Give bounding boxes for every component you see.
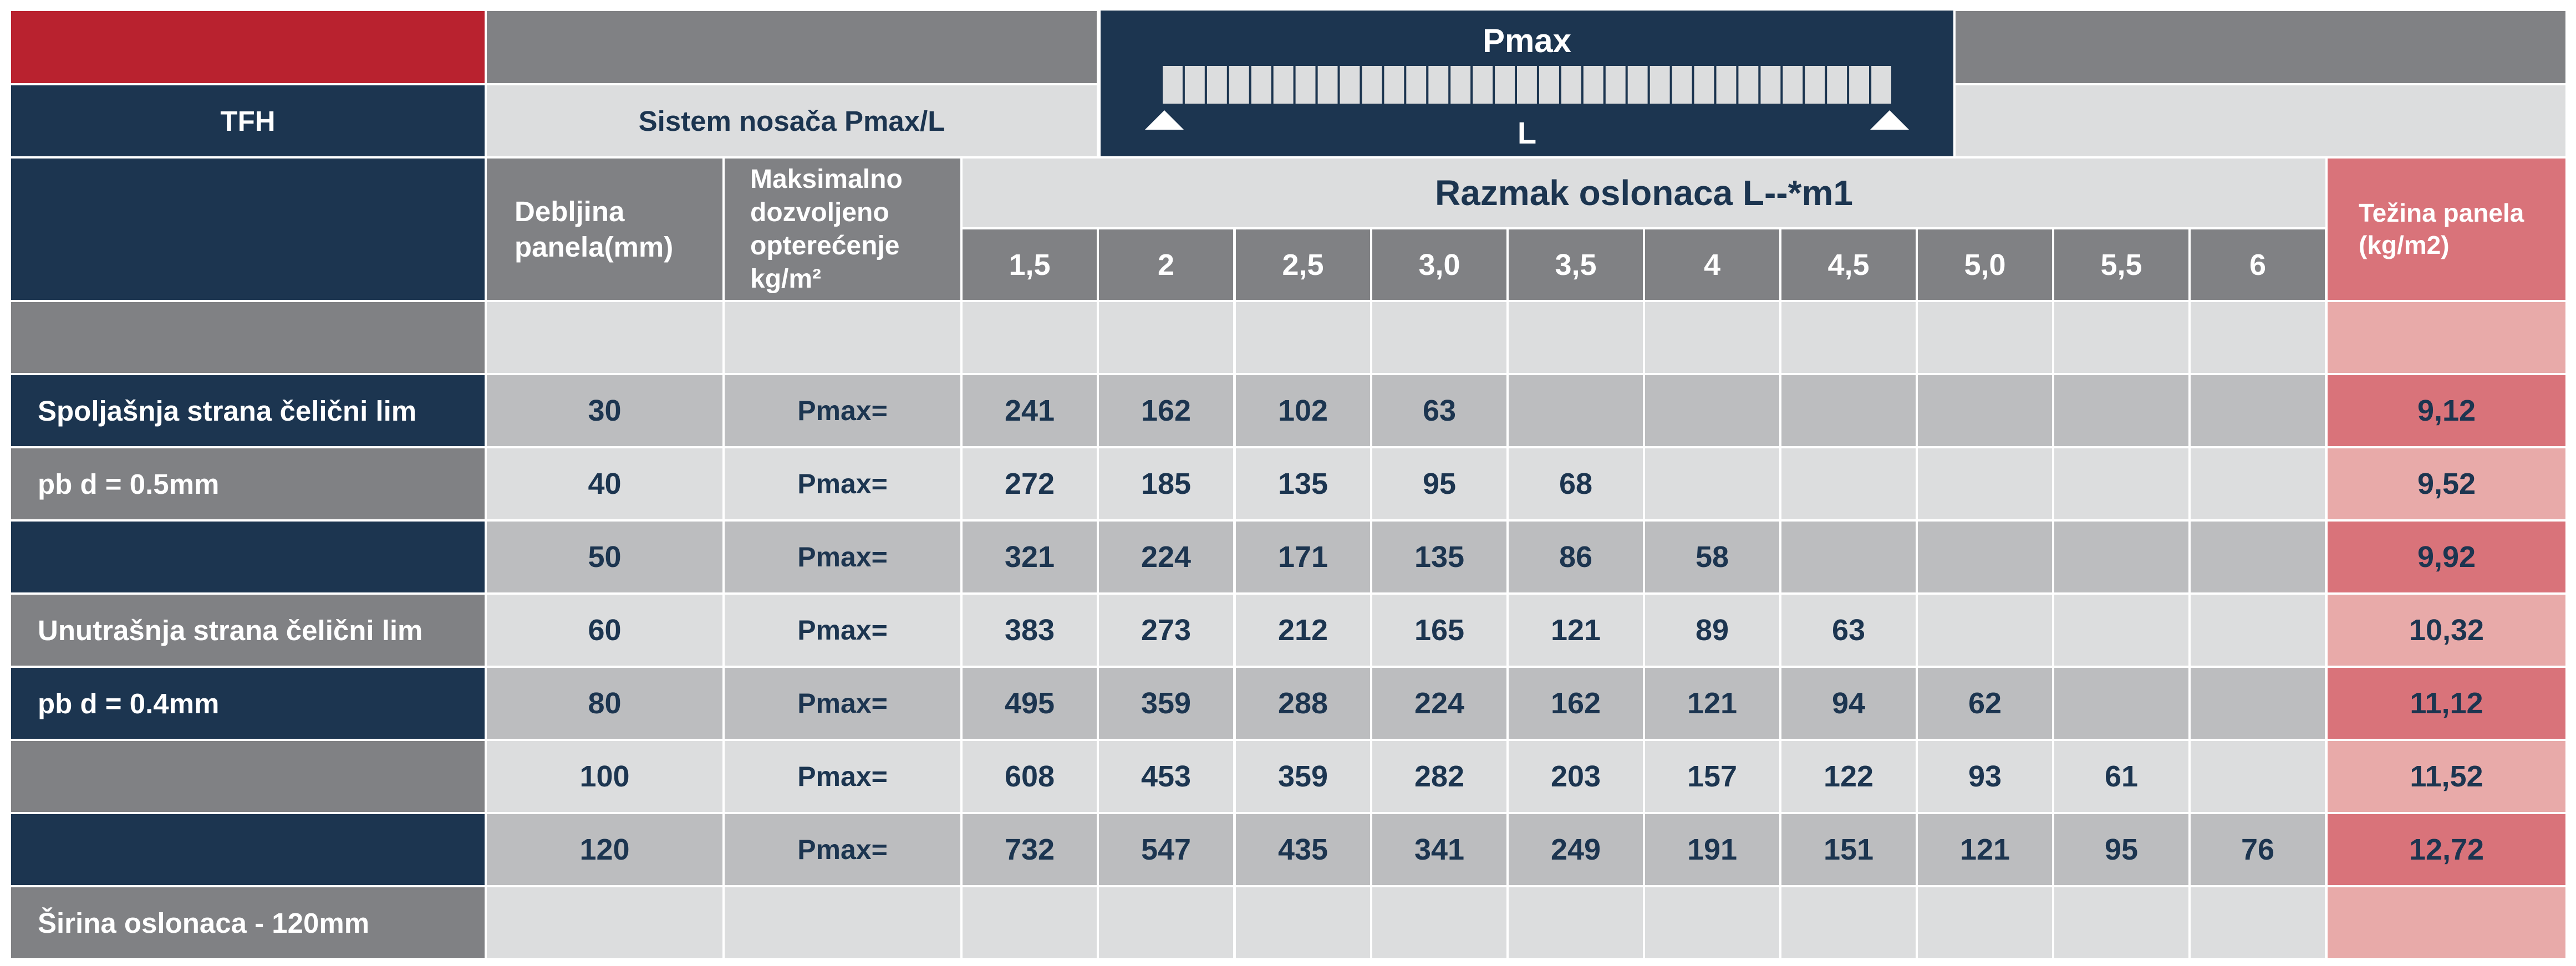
load-value-cell <box>2054 595 2188 666</box>
load-value-cell: 359 <box>1099 668 1233 739</box>
load-value-cell: 273 <box>1099 595 1233 666</box>
load-value-cell: 435 <box>1236 814 1370 885</box>
load-value-cell: 272 <box>963 448 1097 519</box>
load-block <box>1738 66 1758 104</box>
load-value-cell <box>1918 448 2052 519</box>
load-block <box>1871 66 1891 104</box>
load-value-cell: 121 <box>1918 814 2052 885</box>
span-symbol-label: L <box>1517 115 1537 150</box>
load-value-cell <box>963 302 1097 373</box>
load-value-cell: 341 <box>1372 814 1506 885</box>
load-value-cell: 321 <box>963 522 1097 592</box>
load-block <box>1251 66 1271 104</box>
load-block <box>1584 66 1603 104</box>
load-value-cell: 249 <box>1509 814 1643 885</box>
load-value-cell <box>2054 448 2188 519</box>
spacing-header-cell: 3,5 <box>1509 229 1643 300</box>
load-value-cell <box>1099 887 1233 958</box>
weight-cell: 10,32 <box>2328 595 2565 666</box>
load-value-cell <box>1372 302 1506 373</box>
row-side-label <box>11 814 485 885</box>
load-value-cell: 165 <box>1372 595 1506 666</box>
load-block <box>1185 66 1205 104</box>
load-block <box>1384 66 1404 104</box>
max-load-header: Maksimalno dozvoljeno opterećenje kg/m² <box>725 159 960 300</box>
load-value-cell: 608 <box>963 741 1097 812</box>
load-value-cell: 732 <box>963 814 1097 885</box>
load-block <box>1650 66 1670 104</box>
spacing-header-cell: 5,0 <box>1918 229 2052 300</box>
pmax-label-cell: Pmax= <box>725 741 960 812</box>
load-value-cell <box>1509 302 1643 373</box>
load-value-cell: 63 <box>1781 595 1916 666</box>
spacing-header-cell: 6 <box>2191 229 2325 300</box>
thickness-cell: 50 <box>487 522 722 592</box>
thickness-cell <box>487 887 722 958</box>
load-value-cell: 212 <box>1236 595 1370 666</box>
load-block <box>1318 66 1338 104</box>
load-value-cell <box>1918 595 2052 666</box>
pmax-label-cell: Pmax= <box>725 448 960 519</box>
weight-cell: 11,12 <box>2328 668 2565 739</box>
load-value-cell: 93 <box>1918 741 2052 812</box>
load-value-cell: 151 <box>1781 814 1916 885</box>
load-value-cell: 282 <box>1372 741 1506 812</box>
row-side-label: Unutrašnja strana čelični lim <box>11 595 485 666</box>
load-block <box>1296 66 1316 104</box>
load-value-cell: 224 <box>1099 522 1233 592</box>
weight-cell: 9,52 <box>2328 448 2565 519</box>
pmax-label-cell: Pmax= <box>725 522 960 592</box>
row-side-label <box>11 302 485 373</box>
load-value-cell <box>1918 375 2052 446</box>
load-value-cell <box>1509 887 1643 958</box>
load-value-cell <box>2191 302 2325 373</box>
load-block <box>1406 66 1426 104</box>
load-value-cell: 495 <box>963 668 1097 739</box>
thickness-cell: 100 <box>487 741 722 812</box>
load-value-cell: 171 <box>1236 522 1370 592</box>
load-value-cell: 76 <box>2191 814 2325 885</box>
load-value-cell <box>2191 668 2325 739</box>
load-value-cell <box>1918 887 2052 958</box>
pmax-label-cell: Pmax= <box>725 375 960 446</box>
load-value-cell: 185 <box>1099 448 1233 519</box>
load-value-cell: 121 <box>1645 668 1779 739</box>
load-value-cell <box>1236 302 1370 373</box>
load-value-cell <box>1372 887 1506 958</box>
load-value-cell <box>2054 302 2188 373</box>
load-value-cell <box>1099 302 1233 373</box>
load-block <box>1827 66 1847 104</box>
row-side-label: Spoljašnja strana čelični lim <box>11 375 485 446</box>
load-block <box>1672 66 1692 104</box>
load-value-cell <box>2191 741 2325 812</box>
weight-cell: 11,52 <box>2328 741 2565 812</box>
load-value-cell <box>1236 887 1370 958</box>
row-side-label <box>11 522 485 592</box>
weight-cell: 9,12 <box>2328 375 2565 446</box>
pmax-label-cell <box>725 887 960 958</box>
load-block <box>1628 66 1648 104</box>
load-value-cell: 95 <box>2054 814 2188 885</box>
load-block <box>1606 66 1626 104</box>
thickness-cell: 120 <box>487 814 722 885</box>
weight-cell: 9,92 <box>2328 522 2565 592</box>
brand-color-bar <box>11 11 485 83</box>
load-value-cell <box>2054 375 2188 446</box>
load-value-cell <box>1781 887 1916 958</box>
load-value-cell <box>963 887 1097 958</box>
load-value-cell <box>1645 448 1779 519</box>
load-value-cell <box>1781 302 1916 373</box>
load-value-cell <box>2054 887 2188 958</box>
load-block <box>1207 66 1227 104</box>
load-block <box>1805 66 1825 104</box>
load-value-cell <box>1918 302 2052 373</box>
load-block <box>1340 66 1360 104</box>
corner-header <box>11 159 485 300</box>
load-block <box>1561 66 1581 104</box>
load-block <box>1450 66 1470 104</box>
load-value-cell <box>1781 375 1916 446</box>
thickness-cell: 80 <box>487 668 722 739</box>
load-value-cell <box>1781 448 1916 519</box>
load-value-cell: 241 <box>963 375 1097 446</box>
row-side-label <box>11 741 485 812</box>
load-value-cell <box>2054 668 2188 739</box>
load-value-cell <box>2054 522 2188 592</box>
load-value-cell: 86 <box>1509 522 1643 592</box>
thickness-header: Debljina panela(mm) <box>487 159 722 300</box>
row-side-label: pb d = 0.4mm <box>11 668 485 739</box>
load-value-cell: 203 <box>1509 741 1643 812</box>
load-value-cell <box>1645 302 1779 373</box>
load-value-cell: 102 <box>1236 375 1370 446</box>
load-block <box>1517 66 1537 104</box>
thickness-cell <box>487 302 722 373</box>
header-gray-bar-left <box>487 11 1097 83</box>
load-value-cell: 162 <box>1509 668 1643 739</box>
load-block <box>1694 66 1714 104</box>
load-value-cell: 63 <box>1372 375 1506 446</box>
load-value-cell: 68 <box>1509 448 1643 519</box>
spacing-header: Razmak oslonaca L--*m1 <box>963 159 2325 227</box>
load-value-cell: 94 <box>1781 668 1916 739</box>
load-value-cell <box>1509 375 1643 446</box>
row-side-label: pb d = 0.5mm <box>11 448 485 519</box>
load-block <box>1428 66 1448 104</box>
thickness-cell: 60 <box>487 595 722 666</box>
header-blank-right <box>1956 85 2565 156</box>
load-value-cell: 162 <box>1099 375 1233 446</box>
load-value-cell <box>2191 887 2325 958</box>
thickness-cell: 30 <box>487 375 722 446</box>
load-value-cell: 157 <box>1645 741 1779 812</box>
spacing-header-cell: 2,5 <box>1236 229 1370 300</box>
load-block <box>1473 66 1493 104</box>
load-value-cell <box>1645 887 1779 958</box>
load-value-cell: 547 <box>1099 814 1233 885</box>
load-block <box>1229 66 1249 104</box>
load-value-cell: 383 <box>963 595 1097 666</box>
load-value-cell <box>2191 595 2325 666</box>
load-block <box>1539 66 1559 104</box>
load-value-cell: 135 <box>1236 448 1370 519</box>
load-value-cell <box>1918 522 2052 592</box>
thickness-cell: 40 <box>487 448 722 519</box>
load-block <box>1274 66 1294 104</box>
load-block <box>1495 66 1515 104</box>
pmax-label-cell: Pmax= <box>725 595 960 666</box>
load-symbol-label: Pmax <box>1482 22 1572 59</box>
load-value-cell <box>2191 522 2325 592</box>
load-value-cell <box>2191 375 2325 446</box>
row-side-label: Širina oslonaca - 120mm <box>11 887 485 958</box>
weight-cell <box>2328 302 2565 373</box>
spacing-header-cell: 4 <box>1645 229 1779 300</box>
load-value-cell: 89 <box>1645 595 1779 666</box>
load-value-cell: 453 <box>1099 741 1233 812</box>
spacing-header-cell: 5,5 <box>2054 229 2188 300</box>
weight-cell: 12,72 <box>2328 814 2565 885</box>
weight-cell <box>2328 887 2565 958</box>
load-value-cell <box>1781 522 1916 592</box>
load-value-cell: 122 <box>1781 741 1916 812</box>
load-value-cell: 191 <box>1645 814 1779 885</box>
load-block <box>1783 66 1803 104</box>
load-block <box>1760 66 1780 104</box>
spacing-header-cell: 4,5 <box>1781 229 1916 300</box>
load-value-cell: 288 <box>1236 668 1370 739</box>
header-gray-bar-right <box>1956 11 2565 83</box>
load-value-cell: 62 <box>1918 668 2052 739</box>
load-block <box>1717 66 1737 104</box>
weight-header: Težina panela (kg/m2) <box>2328 159 2565 300</box>
pmax-label-cell: Pmax= <box>725 814 960 885</box>
spacing-header-cell: 3,0 <box>1372 229 1506 300</box>
pmax-label-cell <box>725 302 960 373</box>
system-title: Sistem nosača Pmax/L <box>487 85 1097 156</box>
load-value-cell: 58 <box>1645 522 1779 592</box>
pmax-label-cell: Pmax= <box>725 668 960 739</box>
load-value-cell: 95 <box>1372 448 1506 519</box>
load-value-cell: 61 <box>2054 741 2188 812</box>
load-block <box>1163 66 1183 104</box>
load-block <box>1362 66 1382 104</box>
load-block <box>1849 66 1869 104</box>
spacing-header-cell: 2 <box>1099 229 1233 300</box>
load-value-cell: 359 <box>1236 741 1370 812</box>
load-value-cell: 121 <box>1509 595 1643 666</box>
spacing-header-cell: 1,5 <box>963 229 1097 300</box>
load-value-cell <box>2191 448 2325 519</box>
beam-load-diagram <box>1101 11 1953 156</box>
load-value-cell <box>1645 375 1779 446</box>
load-value-cell: 135 <box>1372 522 1506 592</box>
brand-label: TFH <box>11 85 485 156</box>
load-value-cell: 224 <box>1372 668 1506 739</box>
